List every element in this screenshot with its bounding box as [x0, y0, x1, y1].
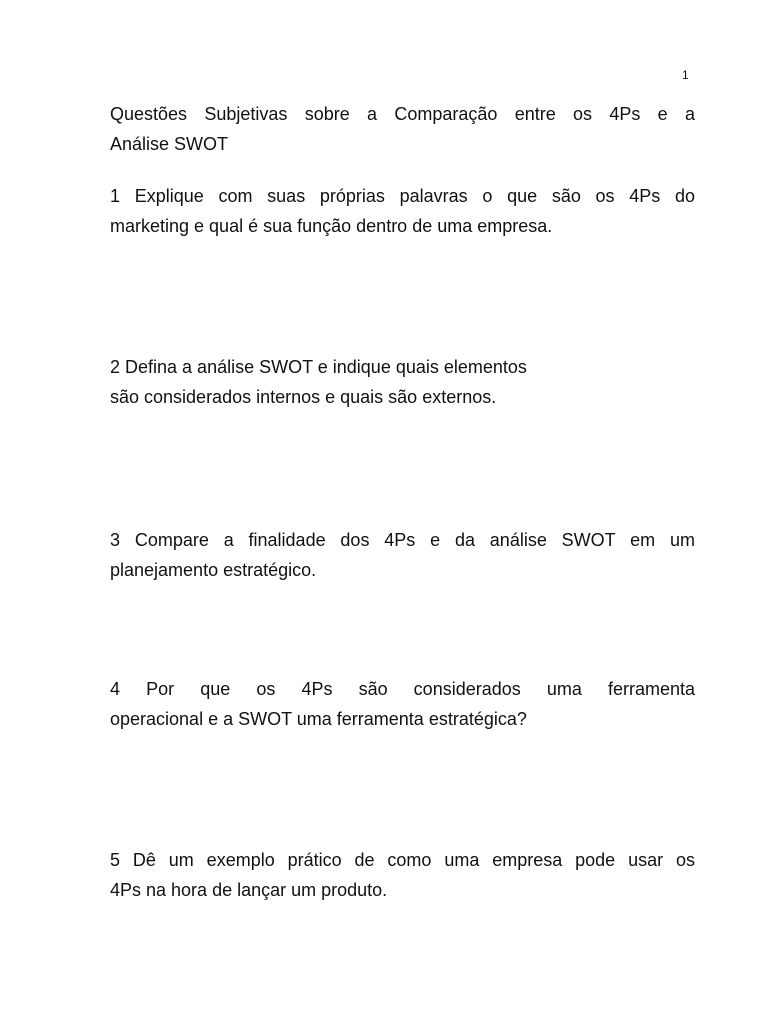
question-5-line-1: 5 Dê um exemplo prático de como uma empresa pode usar os — [110, 850, 695, 870]
question-3 — [110, 525, 695, 585]
question-4-line-2: operacional e a SWOT uma ferramenta estratégica? — [110, 709, 527, 729]
title-line-1: Questões Subjetivas sobre a Comparação entre os 4Ps e a — [110, 104, 695, 124]
question-3-line-1: 3 Compare a finalidade dos 4Ps e da análise SWOT em um — [110, 530, 695, 550]
question-1-line-1: 1 Explique com suas próprias palavras o que são os 4Ps do — [110, 186, 695, 206]
question-2-line-2: são considerados internos e quais são externos. — [110, 387, 497, 407]
document-title — [110, 99, 695, 159]
question-3-line-2: planejamento estratégico. — [110, 560, 317, 580]
question-4-line-1: 4 Por que os 4Ps são considerados uma ferramenta — [110, 679, 695, 699]
question-2-line-1: 2 Defina a análise SWOT e indique quais elementos — [110, 357, 527, 377]
question-2 — [110, 352, 695, 412]
question-5-line-2: 4Ps na hora de lançar um produto. — [110, 880, 388, 900]
page-number: 1 — [682, 68, 689, 82]
question-1 — [110, 181, 695, 241]
question-1-line-2: marketing e qual é sua função dentro de uma empresa. — [110, 216, 553, 236]
title-line-2: Análise SWOT — [110, 134, 229, 154]
question-4 — [110, 674, 695, 734]
question-5 — [110, 845, 695, 905]
